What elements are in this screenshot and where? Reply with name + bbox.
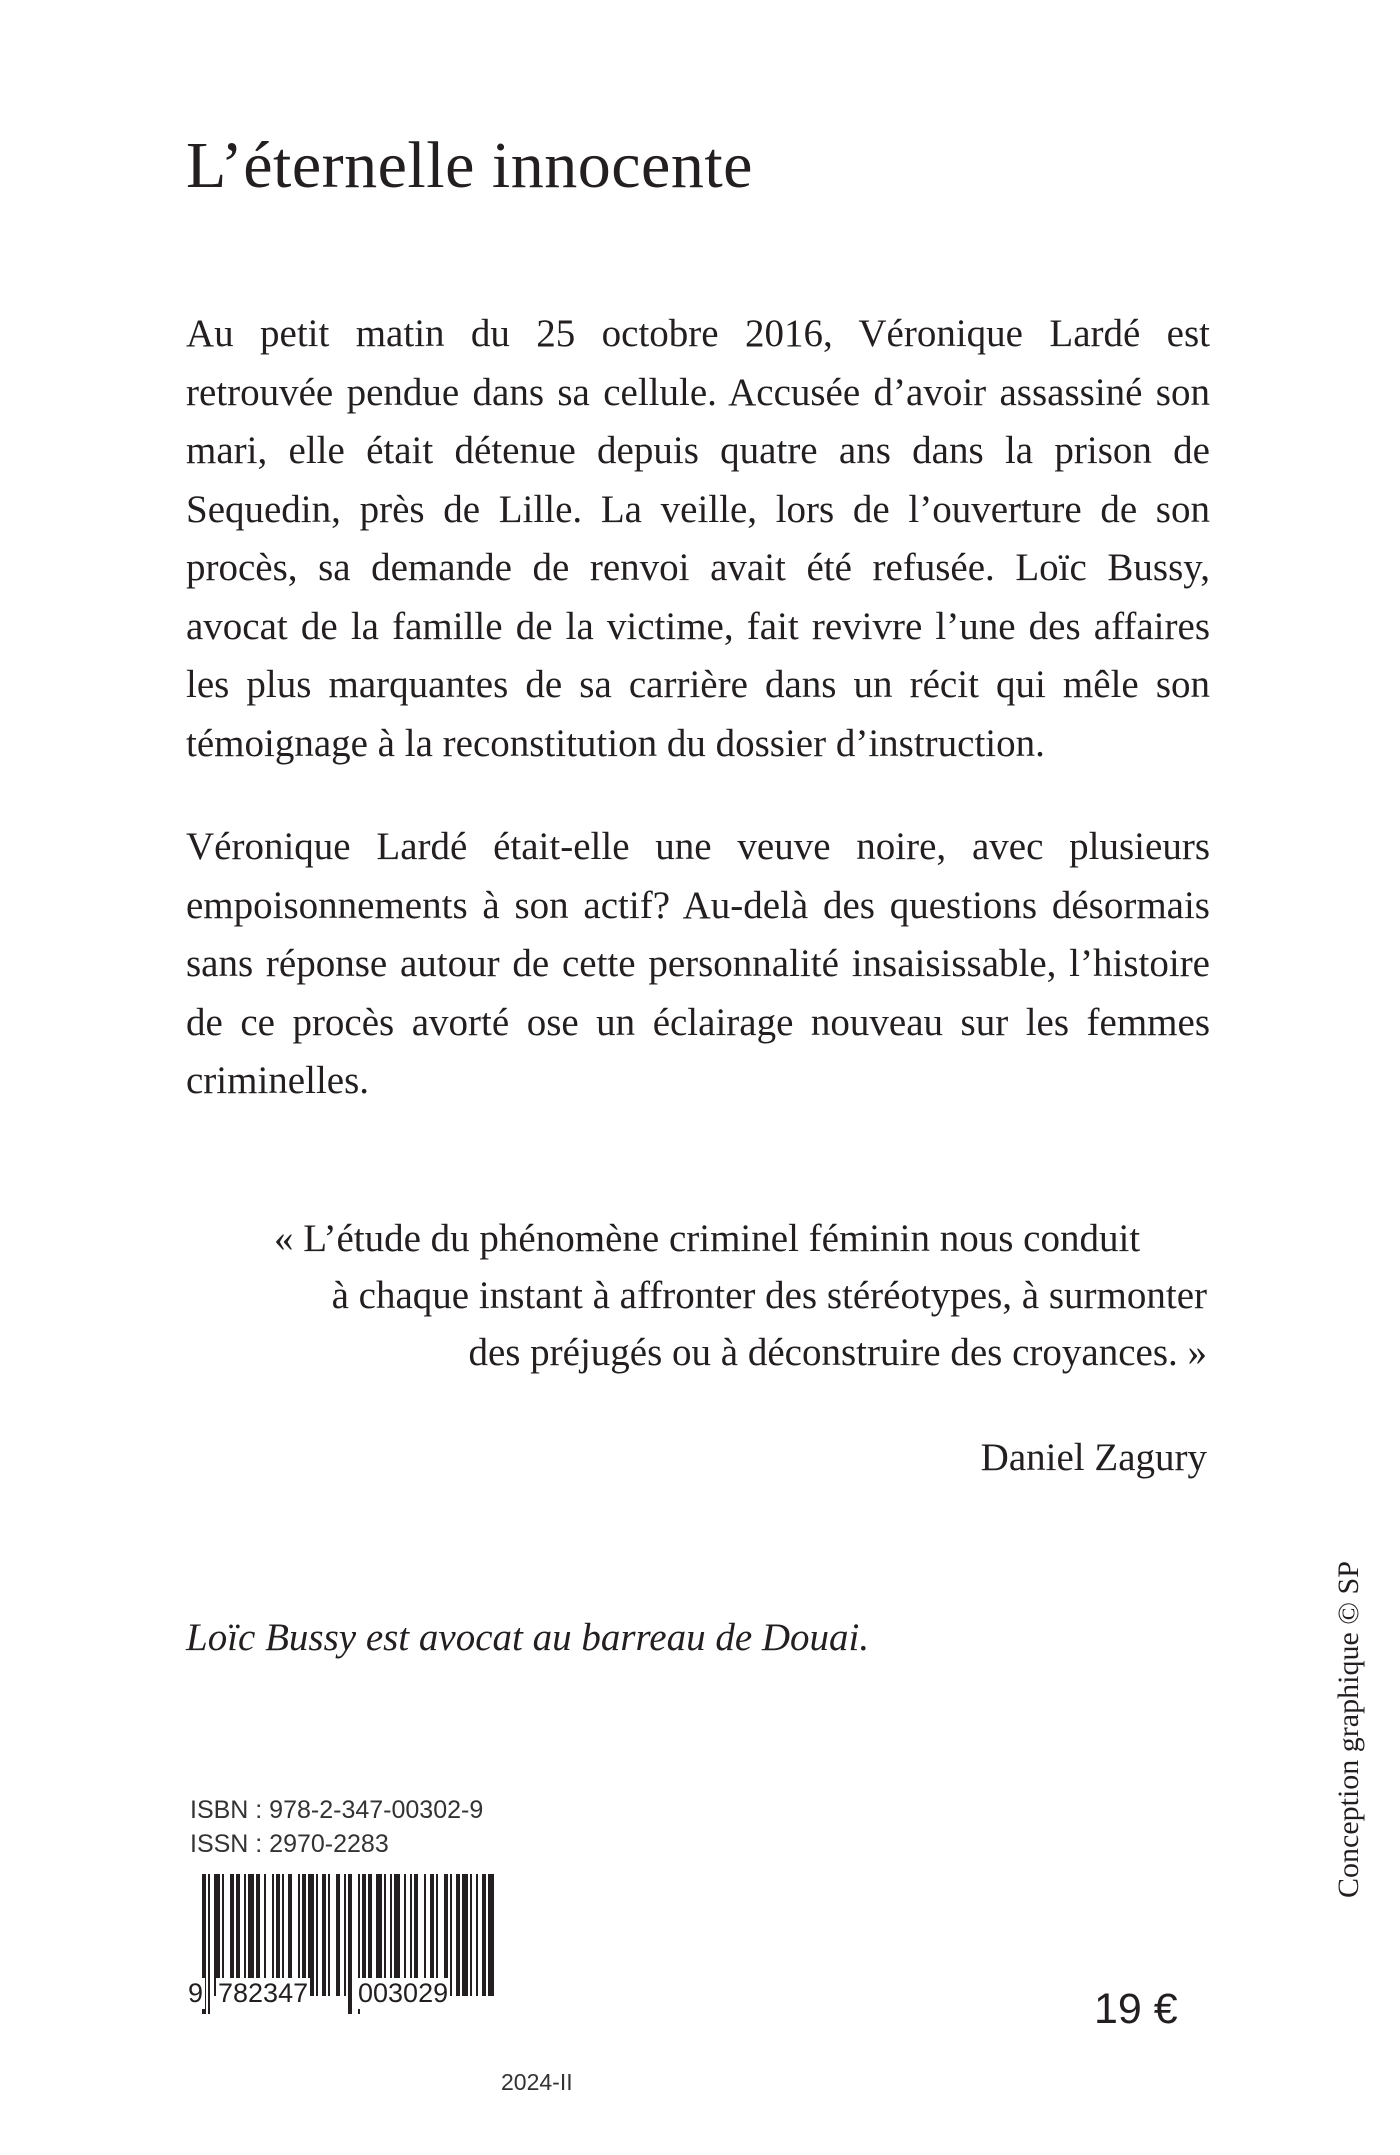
synopsis-paragraph-2: Véronique Lardé était-elle une veuve noire, avec plusieurs empoisonnements à son actif? Au-delà des questions désormais sans réponse autour de cette personnalité insaisissable, l’histoire de ce procès avorté ose un éclairage nouveau sur les femmes criminelles. [186, 825, 1210, 1102]
quote-line-1: « L’étude du phénomène criminel féminin nous conduit [274, 1217, 1141, 1260]
epigraph-quote [274, 1210, 1207, 1381]
issn-number: ISSN : 2970-2283 [190, 1830, 389, 1858]
identifier-block [190, 1793, 483, 1861]
edition-label: 2024-II [501, 2069, 573, 2095]
book-title: L’éternelle innocente [186, 129, 753, 202]
barcode-digits-right: 003029 [358, 1978, 449, 2008]
author-bio: Loïc Bussy est avocat au barreau de Douai. [186, 1616, 870, 1659]
isbn-number: ISBN : 978-2-347-00302-9 [190, 1796, 484, 1824]
quote-line-2: à chaque instant à affronter des stéréotypes, à surmonter [331, 1274, 1207, 1317]
quote-line-3: des préjugés ou à déconstruire des croyances. » [468, 1331, 1207, 1374]
barcode-digits [190, 1978, 496, 2012]
price-label: 19 € [1094, 1985, 1178, 2033]
quote-author: Daniel Zagury [980, 1436, 1207, 1479]
synopsis-paragraph-1: Au petit matin du 25 octobre 2016, Véronique Lardé est retrouvée pendue dans sa cellule. Accusée d’avoir assassiné son mari, elle était détenue depuis quatre ans dans la prison de Sequedin, près de Lille. La veille, lors de l’ouverture de son procès, sa demande de renvoi avait été refusée. Loïc Bussy, avocat de la famille de la victime, fait revivre l’une des affaires les plus marquantes de sa carrière dans un récit qui mêle son témoignage à la reconstitution du dossier d’instruction. [186, 312, 1210, 765]
barcode-digit-first: 9 [188, 1978, 204, 2008]
design-credit: Conception graphique © SP [1332, 1561, 1365, 1898]
barcode-digits-left: 782347 [218, 1978, 309, 2008]
